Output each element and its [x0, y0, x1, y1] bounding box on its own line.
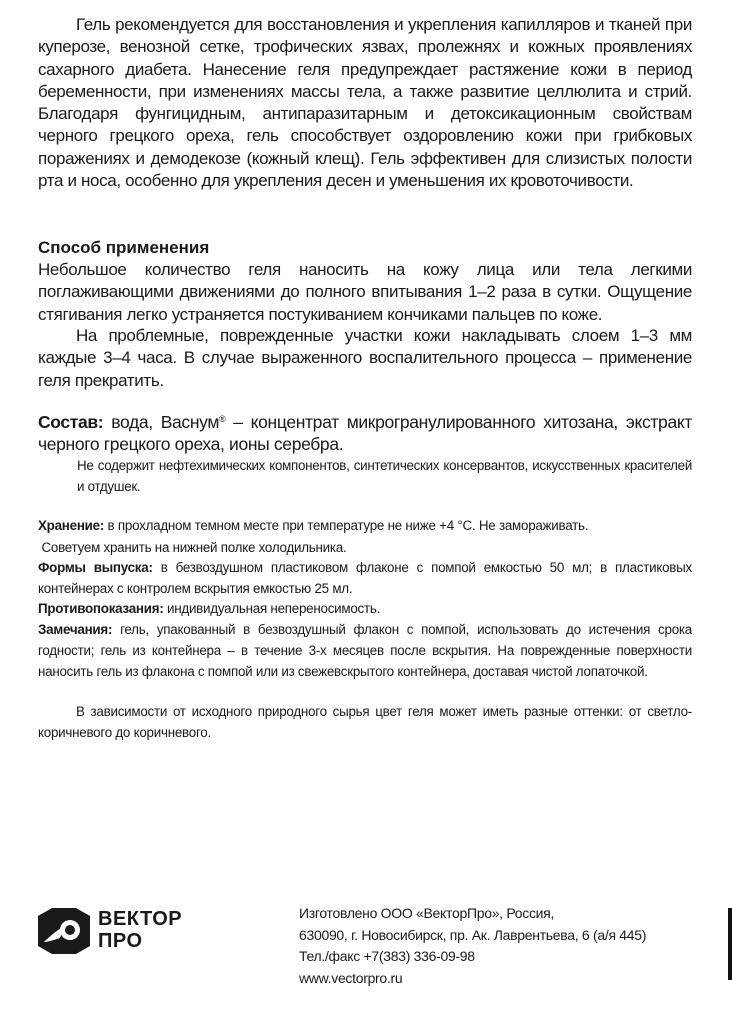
- contra-paragraph: [38, 598, 692, 619]
- remarks-paragraph: [38, 619, 692, 682]
- vector-pro-logo-icon: [38, 908, 90, 954]
- brand-line-1: ВЕКТОР: [98, 908, 183, 930]
- brand-name: [98, 908, 182, 952]
- contra-text: индивидуальная непереносимость.: [163, 601, 381, 616]
- usage-heading: Способ применения: [38, 238, 210, 257]
- remarks-label: Замечания:: [38, 622, 113, 637]
- intro-paragraph: Гель рекомендуется для восстановления и укрепления капилляров и тканей при куперозе, венозной сетке, трофических язвах, пролежнях и кожных проявлениях сахарного диабета. Нанесение геля предупреждает растяжение кожи в период беременности, при изменениях массы тела, а также развитие целлюлита и стрий. Благодаря фунгицидным, антипаразитарным и детоксикационным свойствам черного грецкого ореха, гель способствует оздоровлению кожи при грибковых поражениях и демодекозе (кожный клещ). Гель эффективен для слизистых полости рта и носа, особенно для укрепления десен и уменьшения их кровоточивости.: [38, 15, 692, 191]
- manufacturer-info: [299, 903, 646, 989]
- composition-note: Не содержит нефтехимических компонентов, синтетических консервантов, искусственных красителей и отдушек.: [77, 458, 692, 494]
- usage-paragraph-2: На проблемные, поврежденные участки кожи накладывать слоем 1–3 мм каждые 3–4 часа. В случае выраженного воспалительного процесса – применение геля прекратить.: [38, 326, 692, 390]
- maker-address: 630090, г. Новосибирск, пр. Ак. Лаврентьева, 6 (а/я 445): [299, 926, 647, 943]
- brand-line-2: ПРО: [98, 930, 143, 952]
- edge-bar: [728, 908, 732, 980]
- storage-text: в прохладном темном месте при температуре не ниже +4 °С. Не замораживать.: [104, 518, 589, 533]
- remarks-text: гель, упакованный в безвоздушный флакон с помпой, использовать до истечения срока годности; гель из контейнера – в течение 3-х месяцев после вскрытия. На поврежденные поверхности наносить гель из флакона с помпой или из свежевскрытого контейнера, доставая чистой лопаточкой.: [38, 622, 692, 679]
- forms-paragraph: [38, 557, 692, 599]
- storage-advice: Советуем хранить на нижней полке холодильника.: [38, 540, 347, 555]
- forms-label: Формы выпуска:: [38, 560, 153, 575]
- forms-text: в безвоздушном пластиковом флаконе с помпой емкостью 50 мл; в пластиковых контейнерах с контролем вскрытия емкостью 25 мл.: [38, 560, 692, 596]
- brand-logo: [38, 906, 228, 954]
- usage-paragraph-1: Небольшое количество геля наносить на кожу лица или тела легкими поглаживающими движениями до полного впитывания 1–2 раза в сутки. Ощущение стягивания легко устраняется постукиванием кончиками пальцев по коже.: [38, 260, 692, 324]
- storage-label: Хранение:: [38, 518, 105, 533]
- composition-text-after: – концентрат микрогранулированного хитозана, экстракт черного грецкого ореха, ионы серебра.: [38, 412, 692, 455]
- contra-label: Противопоказания:: [38, 601, 164, 616]
- maker-phone: Тел./факс +7(383) 336-09-98: [299, 948, 475, 964]
- maker-line-1: Изготовлено ООО «ВекторПро», Россия,: [299, 905, 555, 921]
- composition-text-before: вода, Васнум: [103, 412, 220, 432]
- registered-mark: ®: [219, 414, 226, 424]
- composition-paragraph: [38, 411, 692, 456]
- composition-label: Состав:: [38, 412, 104, 432]
- storage-paragraph: [38, 515, 692, 536]
- color-note-paragraph: В зависимости от исходного природного сырья цвет геля может иметь разные оттенки: от светло-коричневого до коричневого.: [38, 704, 692, 740]
- maker-website[interactable]: www.vectorpro.ru: [299, 969, 403, 986]
